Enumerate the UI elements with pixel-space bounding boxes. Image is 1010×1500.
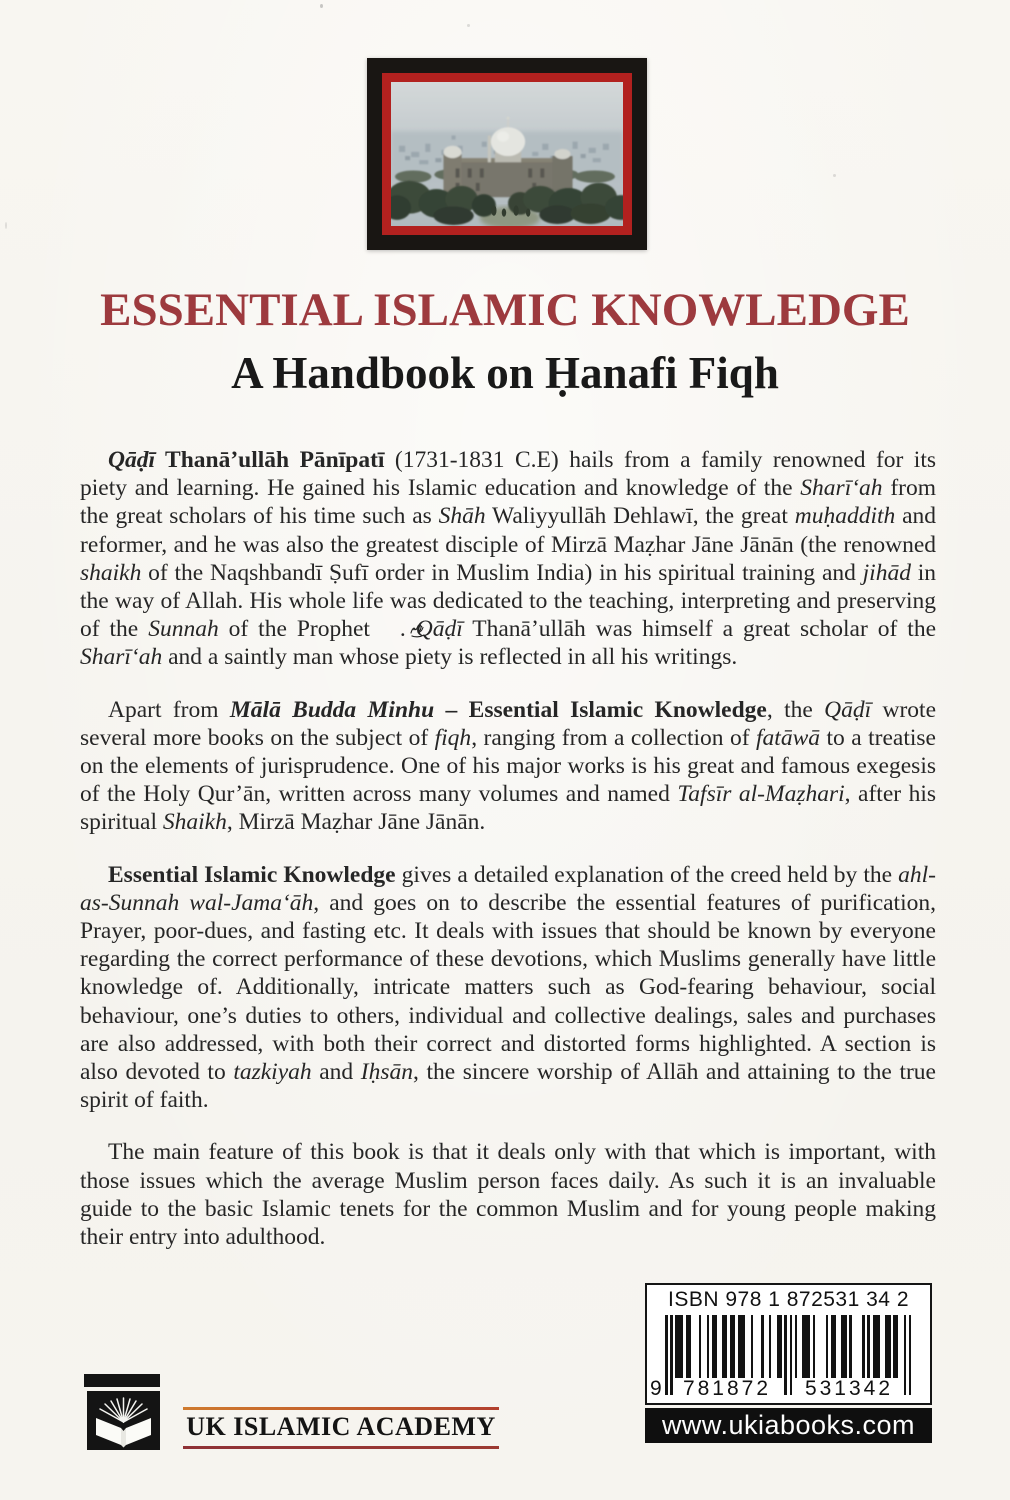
scan-speck xyxy=(320,4,323,8)
cover-photo-red-border xyxy=(382,73,632,235)
publisher-name: UK ISLAMIC ACADEMY xyxy=(186,1412,496,1441)
body-paragraph: Qāḍī Thanā’ullāh Pānīpatī (1731-1831 C.E) hails from a family renowned for its piety and learning. He gained his Islamic education and knowledge of the Sharī‘ah from the great scholars of his time such as Shāh Waliyyullāh Dehlawī, the great muḥaddith and reformer, and he was also the greatest disciple of Mirzā Maẓhar Jāne Jānān (the renowned shaikh of the Naqshbandī Ṣufī order in Muslim India) in his spiritual training and jihād in the way of Allah. His whole life was dedicated to the teaching, interpreting and preserving of the Sunnah of the Prophet . Qāḍī Thanā’ullāh was himself a great scholar of the Sharī‘ah and a saintly man whose piety is reflected in all his writings. xyxy=(80,447,937,671)
cover-photo-frame xyxy=(367,58,647,250)
scan-speck xyxy=(467,24,470,27)
publisher-logo xyxy=(87,1391,160,1450)
prophet-honorific-symbol xyxy=(380,618,400,636)
barcode-digit-group2: 531342 xyxy=(804,1377,894,1400)
scan-speck xyxy=(5,222,7,229)
barcode-digit-lead: 9 xyxy=(650,1377,662,1400)
publisher-rule-bottom xyxy=(183,1446,499,1449)
book-title: ESSENTIAL ISLAMIC KNOWLEDGE xyxy=(100,284,910,336)
book-subtitle: A Handbook on Ḥanafi Fiqh xyxy=(231,348,779,398)
isbn-label: ISBN 978 1 872531 34 2 xyxy=(667,1288,909,1311)
logo-top-bar xyxy=(84,1374,160,1387)
open-book-logo-icon xyxy=(87,1391,160,1450)
body-paragraph: Essential Islamic Knowledge gives a detailed explanation of the creed held by the ahl-as-Sunnah wal-Jama‘āh, and goes on to describe the essential features of purification, Prayer, poor-dues, and fasting etc. It deals with issues that should be known by everyone regarding the correct performance of these devotions, which Muslims generally have little knowledge of. Additionally, intricate matters such as God-fearing behaviour, social behaviour, one’s duties to others, individual and collective dealings, sales and purchases are also addressed, with both their correct and distorted forms highlighted. A section is also devoted to tazkiyah and Iḥsān, the sincere worship of Allāh and attaining to the true spirit of faith. xyxy=(80,861,936,1114)
publisher-website: www.ukiabooks.com xyxy=(645,1408,932,1443)
body-paragraph: The main feature of this book is that it deals only with that which is important, with those issues which the average Muslim person faces daily. As such it is an invaluable guide to the basic Islamic tenets for the common Muslim and for young people making their entry into adulthood. xyxy=(80,1139,936,1251)
barcode-digit-group1: 781872 xyxy=(682,1377,772,1400)
mosque-photo xyxy=(391,82,623,226)
publisher-block xyxy=(183,1407,499,1449)
scan-speck xyxy=(833,174,836,177)
body-paragraph: Apart from Mālā Budda Minhu – Essential Islamic Knowledge, the Qāḍī wrote several more books on the subject of fiqh, ranging from a collection of fatāwā to a treatise on the elements of jurisprudence. One of his major works is his great and famous exegesis of the Holy Qur’ān, written across many volumes and named Tafsīr al-Maẓhari, after his spiritual Shaikh, Mirzā Maẓhar Jāne Jānān. xyxy=(80,696,937,836)
body-text xyxy=(80,446,936,1275)
isbn-barcode-box xyxy=(645,1283,932,1405)
